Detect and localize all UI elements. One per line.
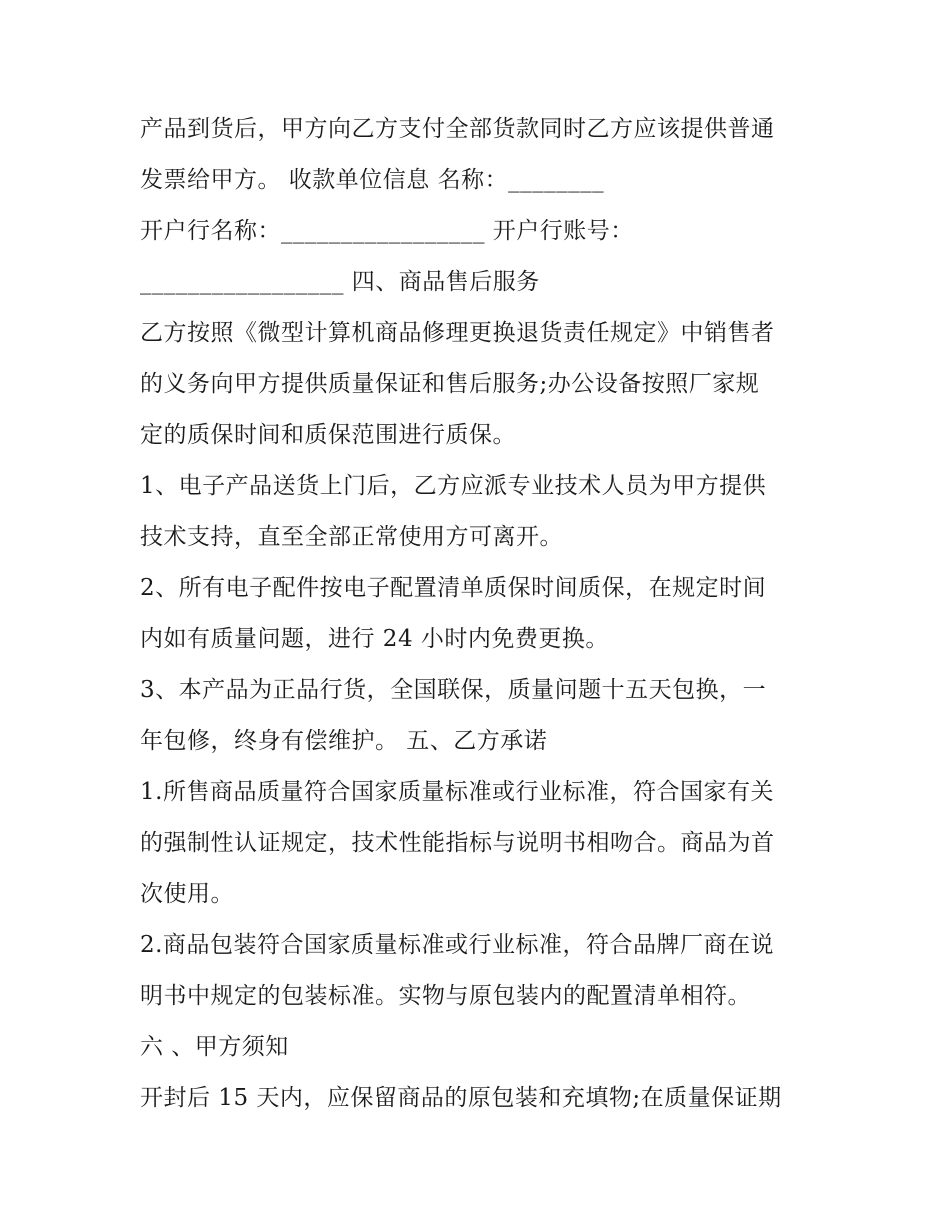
text-line: 技术支持，直至全部正常使用方可离开。 [140, 524, 563, 550]
text-line: 的强制性认证规定，技术性能指标与说明书相吻合。商品为首 [140, 830, 775, 856]
text-line: 的义务向甲方提供质量保证和售后服务;办公设备按照厂家规 [140, 371, 760, 397]
text-line: 开户行名称：_________________ 开户行账号： [140, 218, 634, 244]
text-line: 2.商品包装符合国家质量标准或行业标准，符合品牌厂商在说 [140, 932, 774, 958]
text-line: 1.所售商品质量符合国家质量标准或行业标准，符合国家有关 [140, 779, 774, 805]
text-line: 1、电子产品送货上门后，乙方应派专业技术人员为甲方提供 [140, 473, 767, 499]
text-line: 次使用。 [140, 881, 234, 907]
text-line: 年包修，终身有偿维护。 五、乙方承诺 [140, 728, 548, 754]
text-line: 定的质保时间和质保范围进行质保。 [140, 422, 516, 448]
text-line: 产品到货后，甲方向乙方支付全部货款同时乙方应该提供普通 [140, 116, 775, 142]
text-line: 六 、甲方须知 [140, 1034, 289, 1060]
text-line: 开封后 15 天内，应保留商品的原包装和充填物;在质量保证期 [140, 1085, 782, 1111]
text-line: 乙方按照《微型计算机商品修理更换退货责任规定》中销售者 [140, 320, 775, 346]
text-line: 内如有质量问题，进行 24 小时内免费更换。 [140, 626, 609, 652]
text-line: 2、所有电子配件按电子配置清单质保时间质保，在规定时间 [140, 575, 767, 601]
text-line: 3、本产品为正品行货，全国联保，质量问题十五天包换，一 [140, 677, 767, 703]
text-line: _________________ 四、商品售后服务 [140, 269, 540, 295]
text-line: 发票给甲方。 收款单位信息 名称：________ [140, 167, 605, 193]
text-line: 明书中规定的包装标准。实物与原包装内的配置清单相符。 [140, 983, 751, 1009]
